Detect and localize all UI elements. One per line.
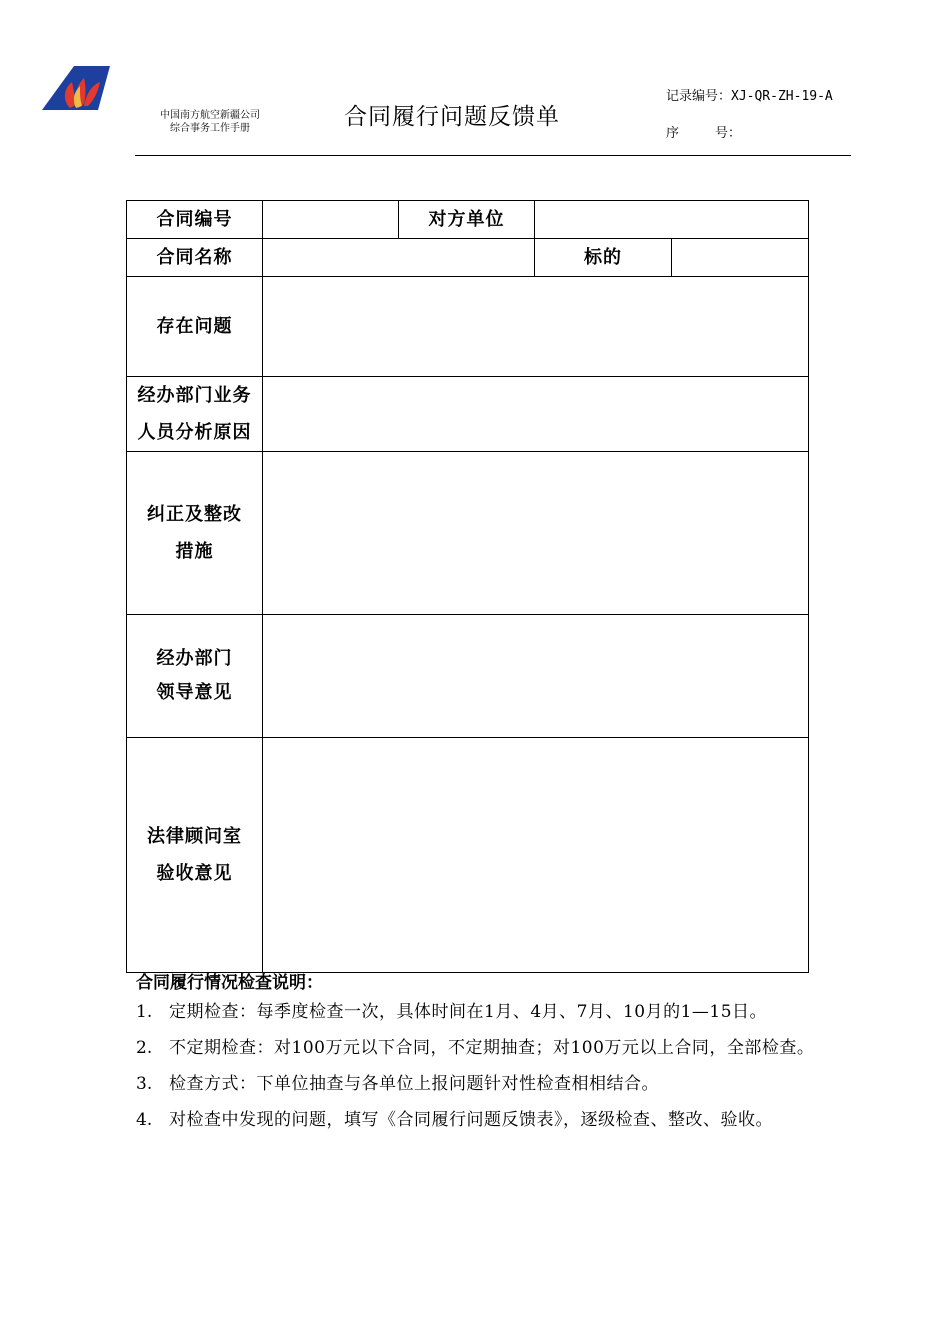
contract-no-field[interactable] xyxy=(263,201,399,239)
note-item xyxy=(136,994,856,1030)
legal-opinion-label xyxy=(127,738,263,973)
contract-name-field[interactable] xyxy=(263,239,535,277)
analysis-field[interactable] xyxy=(263,377,809,452)
measures-label xyxy=(127,452,263,615)
issues-label: 存在问题 xyxy=(127,277,263,377)
legal-opinion-label-line-1: 法律顾问室 xyxy=(147,826,242,847)
record-number-text: 记录编号：XJ-QR-ZH-19-A xyxy=(666,89,833,104)
note-text: 检查方式：下单位抽查与各单位上报问题针对性检查相相结合。 xyxy=(169,1074,659,1094)
subject-field[interactable] xyxy=(672,239,809,277)
note-item xyxy=(136,1066,856,1102)
seq-label-2: 号： xyxy=(715,126,742,141)
note-text: 定期检查：每季度检查一次，具体时间在1月、4月、7月、10月的1—15日。 xyxy=(169,1002,768,1022)
subject-label: 标的 xyxy=(535,239,672,277)
record-number xyxy=(666,89,862,105)
company-name xyxy=(140,109,280,135)
contract-name-label: 合同名称 xyxy=(127,239,263,277)
counterparty-label: 对方单位 xyxy=(399,201,535,239)
measures-label-line-2: 措施 xyxy=(175,541,214,562)
issues-field[interactable] xyxy=(263,277,809,377)
company-line-2: 综合事务工作手册 xyxy=(170,123,250,134)
header-divider xyxy=(135,155,851,156)
note-text: 不定期检查：对100万元以下合同，不定期抽查；对100万元以上合同，全部检查。 xyxy=(169,1038,815,1058)
note-number: 3. xyxy=(136,1074,153,1094)
sequence-number xyxy=(666,122,741,141)
inspection-notes xyxy=(136,972,856,1138)
seq-label-1: 序 xyxy=(666,126,680,141)
note-item xyxy=(136,1030,856,1066)
notes-heading: 合同履行情况检查说明： xyxy=(136,973,323,993)
dept-opinion-label-line-1: 经办部门 xyxy=(156,648,233,669)
note-text: 对检查中发现的问题，填写《合同履行问题反馈表》，逐级检查、整改、验收。 xyxy=(169,1110,773,1130)
counterparty-field[interactable] xyxy=(535,201,809,239)
note-item xyxy=(136,1102,856,1138)
contract-no-label: 合同编号 xyxy=(127,201,263,239)
company-line-1: 中国南方航空新疆公司 xyxy=(160,110,260,121)
dept-opinion-field[interactable] xyxy=(263,615,809,738)
dept-opinion-label-line-2: 领导意见 xyxy=(156,682,233,703)
document-title: 合同履行问题反馈单 xyxy=(344,104,560,130)
feedback-form-table xyxy=(126,200,809,973)
measures-field[interactable] xyxy=(263,452,809,615)
measures-label-line-1: 纠正及整改 xyxy=(147,504,242,525)
note-number: 1. xyxy=(136,1002,153,1022)
legal-opinion-field[interactable] xyxy=(263,738,809,973)
dept-opinion-label xyxy=(127,615,263,738)
analysis-label xyxy=(127,377,263,452)
analysis-label-line-1: 经办部门业务 xyxy=(137,385,252,406)
airline-logo xyxy=(40,64,112,114)
legal-opinion-label-line-2: 验收意见 xyxy=(156,863,233,884)
analysis-label-line-2: 人员分析原因 xyxy=(137,422,252,443)
note-number: 2. xyxy=(136,1038,153,1058)
note-number: 4. xyxy=(136,1110,153,1130)
